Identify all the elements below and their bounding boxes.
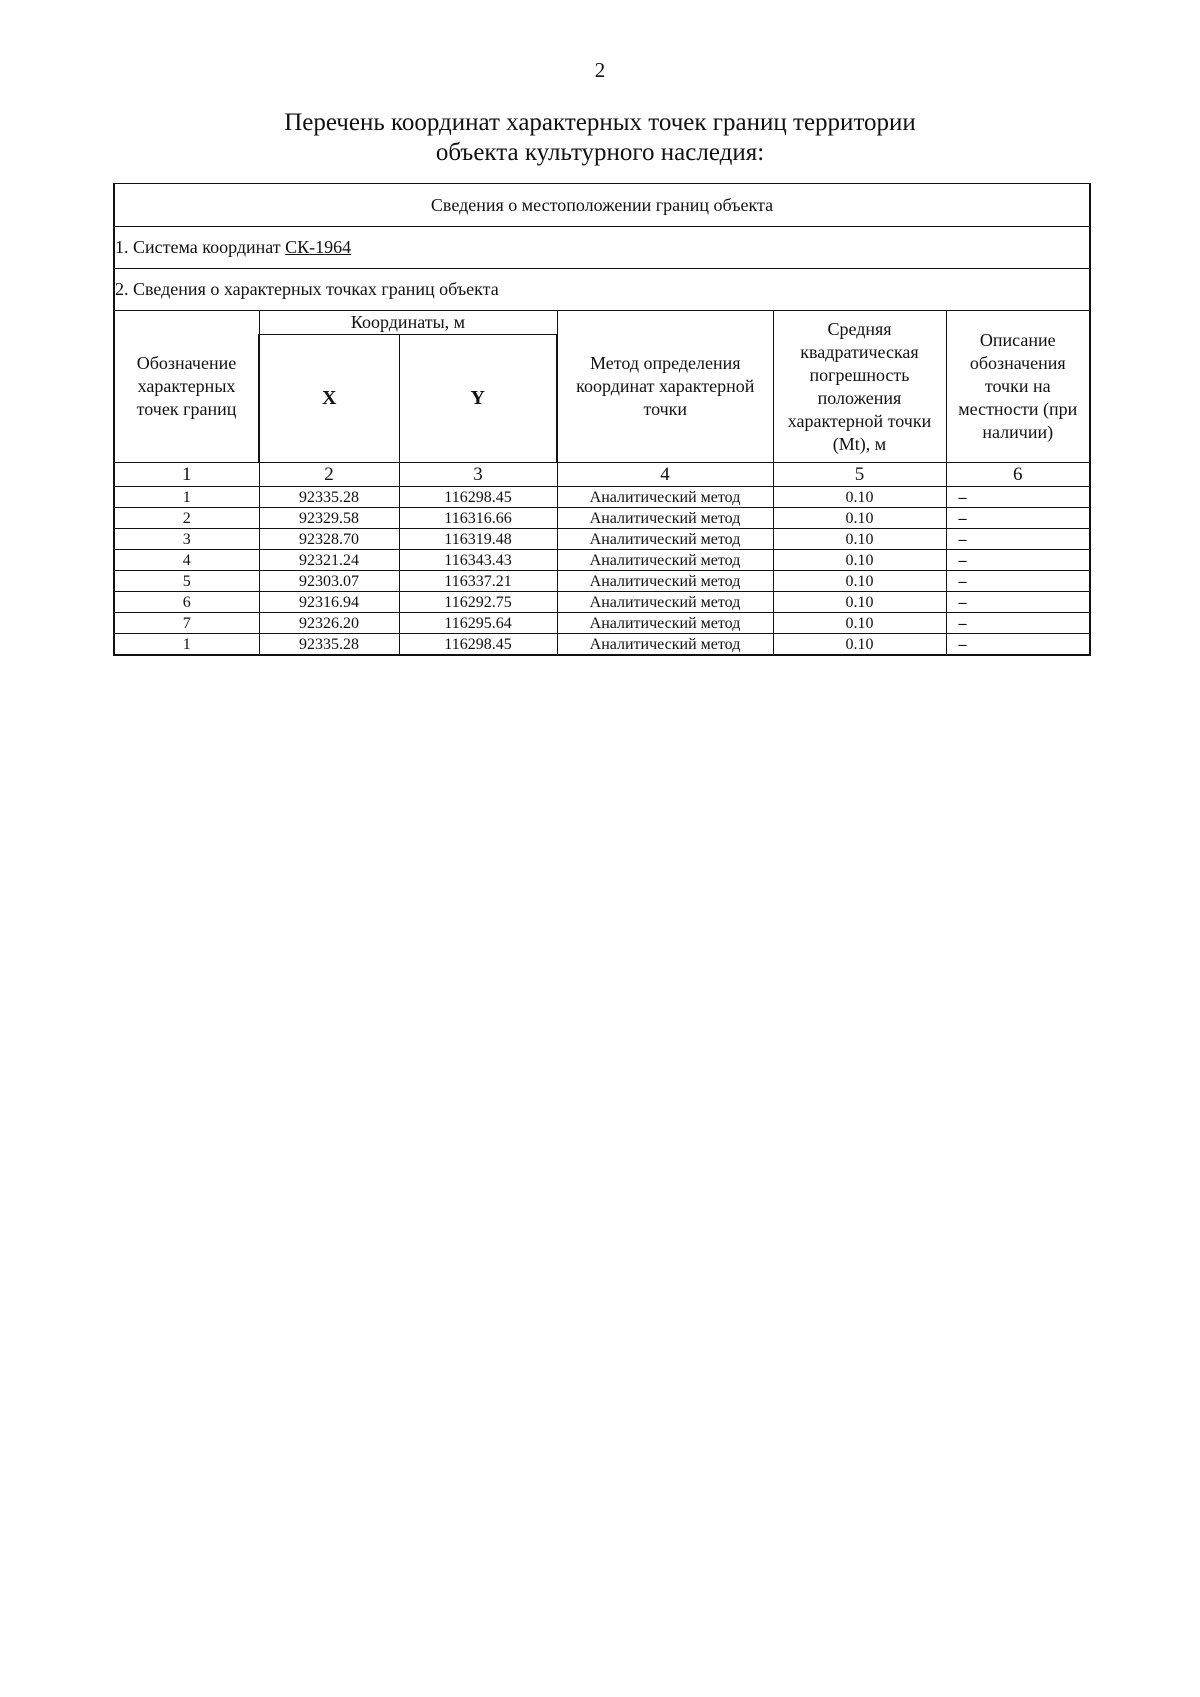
coordinates-header: Координаты, м <box>259 311 557 335</box>
table-row <box>114 550 1090 571</box>
points-section-header: 2. Сведения о характерных точках границ объекта <box>114 269 1090 311</box>
table-row <box>114 592 1090 613</box>
column-number: 5 <box>773 463 946 487</box>
description-cell: – <box>946 634 1090 656</box>
document-title <box>150 108 1050 168</box>
y-cell: 116337.21 <box>399 571 557 592</box>
y-cell: 116295.64 <box>399 613 557 634</box>
x-cell: 92321.24 <box>259 550 399 571</box>
error-cell: 0.10 <box>773 592 946 613</box>
point-cell: 7 <box>114 613 259 634</box>
coordinates-table <box>113 183 1091 656</box>
x-cell: 92328.70 <box>259 529 399 550</box>
error-header: Средняя квадратическая погрешность положения характерной точки (Mt), м <box>773 311 946 463</box>
point-cell: 3 <box>114 529 259 550</box>
column-number: 3 <box>399 463 557 487</box>
description-cell: – <box>946 529 1090 550</box>
error-cell: 0.10 <box>773 613 946 634</box>
method-cell: Аналитический метод <box>557 571 773 592</box>
x-cell: 92329.58 <box>259 508 399 529</box>
method-header: Метод определения координат характерной точки <box>557 311 773 463</box>
designation-header: Обозначение характерных точек границ <box>114 311 259 463</box>
error-cell: 0.10 <box>773 571 946 592</box>
y-cell: 116298.45 <box>399 487 557 508</box>
description-cell: – <box>946 508 1090 529</box>
method-cell: Аналитический метод <box>557 634 773 656</box>
method-cell: Аналитический метод <box>557 487 773 508</box>
y-cell: 116292.75 <box>399 592 557 613</box>
point-cell: 1 <box>114 487 259 508</box>
column-number: 1 <box>114 463 259 487</box>
method-cell: Аналитический метод <box>557 508 773 529</box>
column-number: 4 <box>557 463 773 487</box>
method-cell: Аналитический метод <box>557 592 773 613</box>
point-cell: 4 <box>114 550 259 571</box>
method-cell: Аналитический метод <box>557 613 773 634</box>
point-cell: 6 <box>114 592 259 613</box>
x-cell: 92326.20 <box>259 613 399 634</box>
title-line-2: объекта культурного наследия: <box>435 139 765 166</box>
description-cell: – <box>946 613 1090 634</box>
section-header: Сведения о местоположении границ объекта <box>114 184 1090 227</box>
y-header: Y <box>399 335 557 463</box>
point-cell: 1 <box>114 634 259 656</box>
point-cell: 5 <box>114 571 259 592</box>
table-row <box>114 508 1090 529</box>
description-cell: – <box>946 550 1090 571</box>
description-cell: – <box>946 592 1090 613</box>
column-number: 2 <box>259 463 399 487</box>
coord-system-row <box>114 227 1090 269</box>
error-cell: 0.10 <box>773 508 946 529</box>
error-cell: 0.10 <box>773 529 946 550</box>
table-row <box>114 613 1090 634</box>
error-cell: 0.10 <box>773 634 946 656</box>
table-row <box>114 487 1090 508</box>
description-cell: – <box>946 487 1090 508</box>
page-number: 2 <box>594 58 606 82</box>
table-row <box>114 634 1090 656</box>
x-cell: 92335.28 <box>259 487 399 508</box>
method-cell: Аналитический метод <box>557 550 773 571</box>
coord-system-value: СК-1964 <box>285 237 352 257</box>
y-cell: 116343.43 <box>399 550 557 571</box>
table-row <box>114 529 1090 550</box>
title-line-1: Перечень координат характерных точек границ территории <box>284 109 916 136</box>
point-cell: 2 <box>114 508 259 529</box>
y-cell: 116298.45 <box>399 634 557 656</box>
description-header: Описание обозначения точки на местности (при наличии) <box>946 311 1090 463</box>
table-row <box>114 571 1090 592</box>
error-cell: 0.10 <box>773 550 946 571</box>
x-header: X <box>259 335 399 463</box>
x-cell: 92303.07 <box>259 571 399 592</box>
y-cell: 116319.48 <box>399 529 557 550</box>
x-cell: 92335.28 <box>259 634 399 656</box>
description-cell: – <box>946 571 1090 592</box>
coord-system-label: 1. Система координат <box>115 237 281 257</box>
y-cell: 116316.66 <box>399 508 557 529</box>
x-cell: 92316.94 <box>259 592 399 613</box>
column-number: 6 <box>946 463 1090 487</box>
method-cell: Аналитический метод <box>557 529 773 550</box>
error-cell: 0.10 <box>773 487 946 508</box>
